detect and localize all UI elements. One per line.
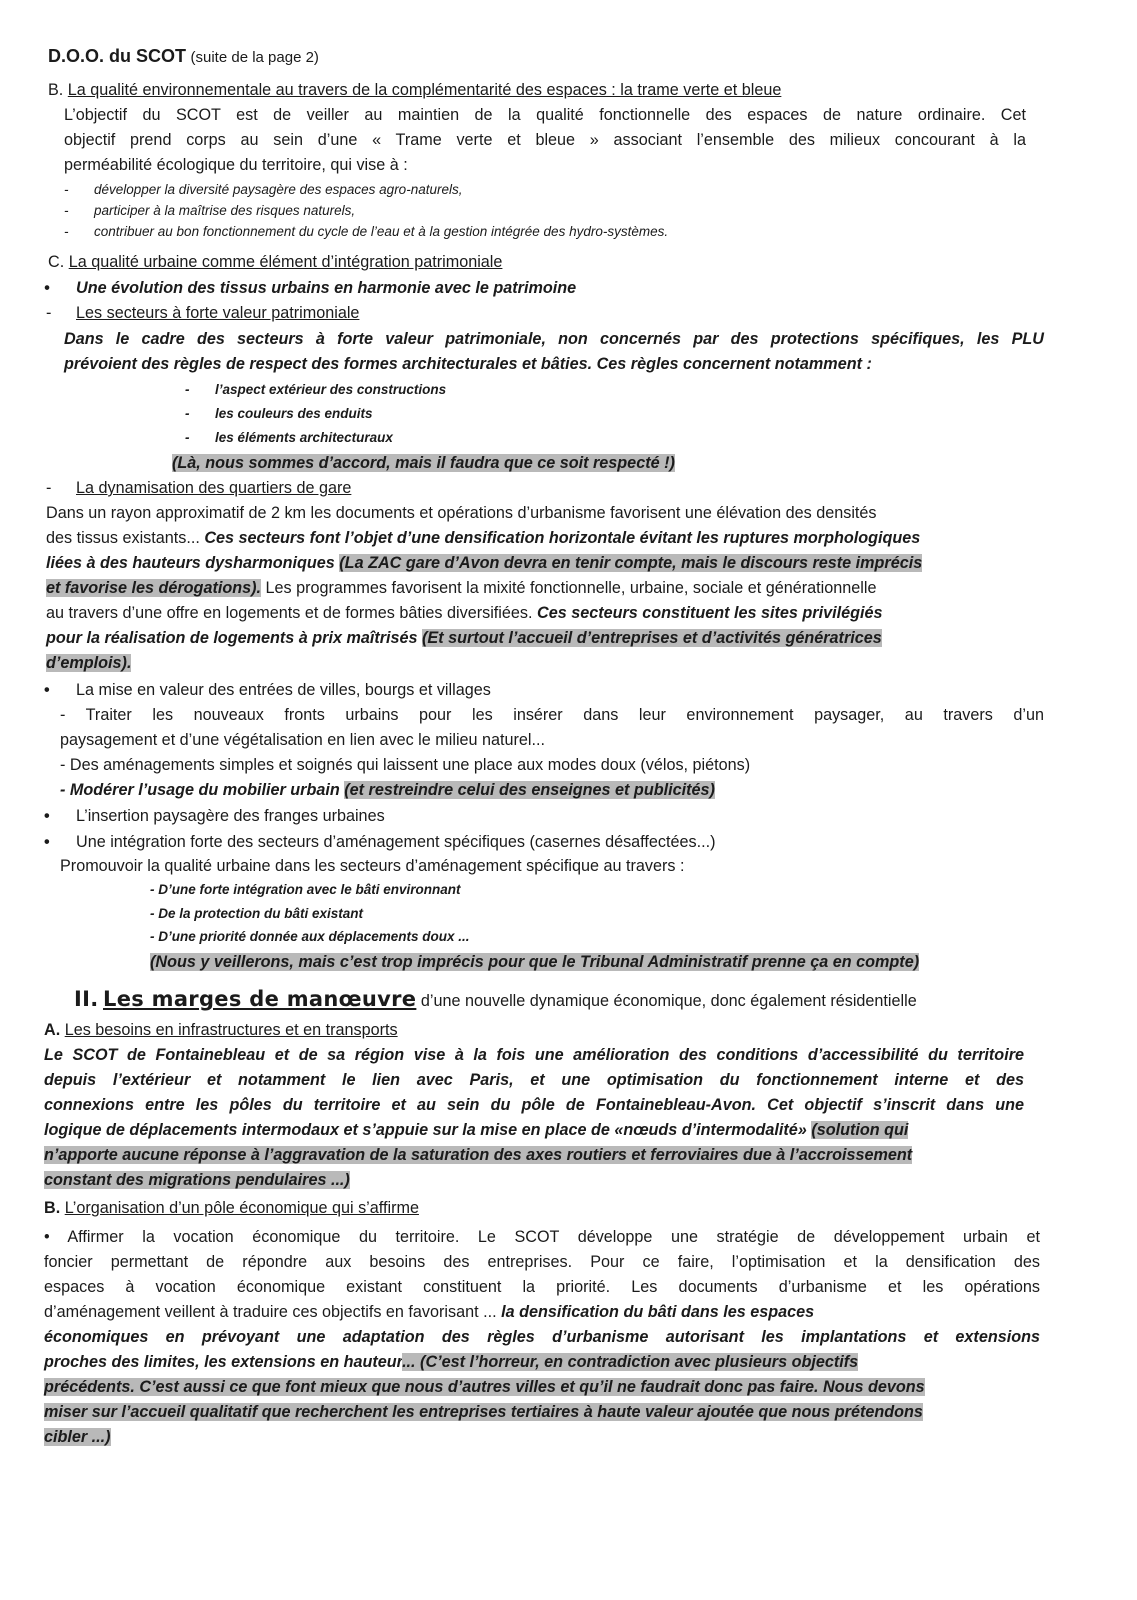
list-item: - D’une forte intégration avec le bâti environnant	[150, 882, 461, 897]
body-line: au travers d’une offre en logements et de formes bâties diversifiées. Ces secteurs constituent les sites privilégiés	[46, 604, 883, 622]
section-b-para-line: L’objectif du SCOT est de veiller au maintien de la qualité fonctionnelle des espaces de nature ordinaire. Cet	[64, 106, 1026, 124]
section-ii-a-heading: A. Les besoins en infrastructures et en transports	[44, 1021, 398, 1039]
section-c-title: La qualité urbaine comme élément d’intégration patrimoniale	[68, 253, 503, 271]
body-line: constant des migrations pendulaires ...)	[44, 1171, 350, 1189]
body-line: - Modérer l’usage du mobilier urbain (et restreindre celui des enseignes et publicités)	[60, 781, 715, 799]
section-b-title: La qualité environnementale au travers de la complémentarité des espaces : la trame verte et bleue	[67, 81, 782, 99]
bullet-item: • La mise en valeur des entrées de villes, bourgs et villages	[44, 681, 491, 699]
subsection-heading: - Les secteurs à forte valeur patrimoniale	[46, 304, 360, 322]
header-title: D.O.O. du SCOT	[48, 46, 186, 66]
list-item: - participer à la maîtrise des risques naturels,	[64, 203, 356, 218]
section-c-heading	[48, 250, 502, 275]
body-line: et favorise les dérogations). Les programmes favorisent la mixité fonctionnelle, urbaine, sociale et générationnelle	[46, 579, 877, 597]
section-ii-b-heading: B. L’organisation d’un pôle économique qui s’affirme	[44, 1199, 419, 1217]
list-item: - développer la diversité paysagère des espaces agro-naturels,	[64, 182, 463, 197]
section-c-letter: C.	[48, 253, 65, 271]
section-b-heading	[48, 78, 781, 103]
body-line: précédents. C’est aussi ce que font mieux que nous d’autres villes et qu’il ne faudrait donc pas faire. Nous devons	[44, 1378, 925, 1396]
body-line: - Des aménagements simples et soignés qui laissent une place aux modes doux (vélos, piétons)	[60, 756, 751, 774]
section-b-letter: B.	[48, 81, 64, 99]
bullet-item: • Une évolution des tissus urbains en harmonie avec le patrimoine	[44, 279, 577, 297]
body-line: - Traiter les nouveaux fronts urbains pour les insérer dans leur environnement paysager, au travers d’un	[60, 706, 1044, 724]
body-line: logique de déplacements intermodaux et s’appuie sur la mise en place de «nœuds d’intermodalité» (solution qui	[44, 1121, 909, 1139]
body-line: cibler ...)	[44, 1428, 111, 1446]
subsection-para-line: Dans le cadre des secteurs à forte valeur patrimoniale, non concernés par des protections spécifiques, les PLU	[64, 330, 1044, 348]
body-line: n’apporte aucune réponse à l’aggravation de la saturation des axes routiers et ferroviaires due à l’accroissement	[44, 1146, 913, 1164]
comment-highlight: (Là, nous sommes d’accord, mais il faudra que ce soit respecté !)	[172, 454, 675, 472]
section-ii-heading	[74, 987, 917, 1014]
body-line: proches des limites, les extensions en hauteur... (C’est l’horreur, en contradiction avec plusieurs objectifs	[44, 1353, 859, 1371]
page-header	[48, 44, 319, 70]
list-item: - les éléments architecturaux	[185, 430, 393, 445]
body-line: liées à des hauteurs dysharmoniques (La ZAC gare d’Avon devra en tenir compte, mais le discours reste imprécis	[46, 554, 923, 572]
list-item: - D’une priorité donnée aux déplacements doux ...	[150, 929, 470, 944]
bullet-item: • L’insertion paysagère des franges urbaines	[44, 807, 385, 825]
body-line: • Affirmer la vocation économique du territoire. Le SCOT développe une stratégie de développement urbain et	[44, 1228, 1040, 1246]
body-line: Promouvoir la qualité urbaine dans les secteurs d’aménagement spécifique au travers :	[60, 857, 685, 875]
section-ii-number: II.	[74, 987, 99, 1011]
list-item: - De la protection du bâti existant	[150, 906, 364, 921]
body-line: Le SCOT de Fontainebleau et de sa région vise à la fois une amélioration des conditions d’accessibilité du territoire	[44, 1046, 1024, 1064]
section-ii-title: Les marges de manœuvre	[103, 987, 417, 1011]
section-b-para-line: perméabilité écologique du territoire, qui vise à :	[64, 156, 408, 174]
comment-highlight: (Nous y veillerons, mais c’est trop imprécis pour que le Tribunal Administratif prenne ça en compte)	[150, 953, 920, 971]
body-line: foncier permettant de répondre aux besoins des entreprises. Pour ce faire, l’optimisation et la densification des	[44, 1253, 1040, 1271]
body-line: pour la réalisation de logements à prix maîtrisés (Et surtout l’accueil d’entreprises et d’activités génératrices	[46, 629, 882, 647]
section-b-para-line: objectif prend corps au sein d’une « Trame verte et bleue » associant l’ensemble des milieux concourant à la	[64, 131, 1026, 149]
subsection-para-line: prévoient des règles de respect des formes architecturales et bâties. Ces règles concernent notamment :	[64, 355, 872, 373]
list-item: - les couleurs des enduits	[185, 406, 373, 421]
list-item: - l’aspect extérieur des constructions	[185, 382, 447, 397]
bullet-item: • Une intégration forte des secteurs d’aménagement spécifiques (casernes désaffectées...)	[44, 833, 716, 851]
body-line: miser sur l’accueil qualitatif que recherchent les entreprises tertiaires à haute valeur ajoutée que nous prétendons	[44, 1403, 923, 1421]
body-line: depuis l’extérieur et notamment le lien avec Paris, et une optimisation du fonctionnement interne et des	[44, 1071, 1024, 1089]
body-line: économiques en prévoyant une adaptation des règles d’urbanisme autorisant les implantations et extensions	[44, 1328, 1040, 1346]
list-item: - contribuer au bon fonctionnement du cycle de l’eau et à la gestion intégrée des hydro-systèmes.	[64, 224, 669, 239]
header-suite: (suite de la page 2)	[190, 49, 319, 66]
body-line: d’aménagement veillent à traduire ces objectifs en favorisant ... la densification du bâti dans les espaces	[44, 1303, 815, 1321]
subsection-heading: - La dynamisation des quartiers de gare	[46, 479, 352, 497]
body-line: paysagement et d’une végétalisation en lien avec le milieu naturel...	[60, 731, 546, 749]
section-ii-rest: d’une nouvelle dynamique économique, donc également résidentielle	[420, 992, 917, 1010]
body-line: Dans un rayon approximatif de 2 km les documents et opérations d’urbanisme favorisent une élévation des densités	[46, 504, 877, 522]
body-line: d’emplois).	[46, 654, 132, 672]
body-line: des tissus existants... Ces secteurs font l’objet d’une densification horizontale évitant les ruptures morphologiques	[46, 529, 921, 547]
body-line: connexions entre les pôles du territoire et au sein du pôle de Fontainebleau-Avon. Cet objectif s’inscrit dans une	[44, 1096, 1024, 1114]
body-line: espaces à vocation économique existant constituent la priorité. Les documents d’urbanisme et les opérations	[44, 1278, 1040, 1296]
